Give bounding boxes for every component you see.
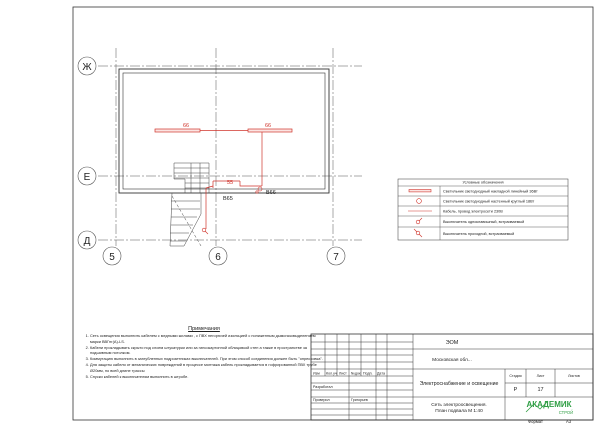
logo-sub-text: СТРОЙ [558, 410, 574, 415]
staircase [170, 163, 209, 246]
axis-label-zh: Ж [82, 62, 92, 73]
company-logo [526, 400, 573, 415]
cable-label: 55 [226, 180, 234, 186]
point-labels [223, 190, 276, 202]
note-item: 5. Спуски кабелей к выключателям выполнить в штробе. [90, 374, 324, 379]
project-code: ЭОМ [445, 340, 459, 346]
checker-name: Григорьев [351, 398, 368, 402]
project-address: Московская обл... [432, 358, 472, 363]
legend-title: Условные обозначения [462, 180, 504, 185]
stage-label: Стадия [509, 374, 522, 378]
linear-light-icon [409, 190, 431, 192]
logo-main-text: АКАДЕМИК [526, 400, 572, 409]
legend-item: Выключатель одноклавишный, встраиваемый [443, 220, 525, 224]
checked-label: Проверил [313, 398, 330, 402]
axis-label-d: Д [83, 236, 91, 247]
cable-label: 66 [182, 123, 190, 129]
sheet-value: 17 [537, 387, 544, 393]
drawing-title [431, 402, 487, 414]
legend-item: Светильник светодиодный настенный круглый 18Вт [443, 199, 535, 204]
switch-symbols [202, 187, 262, 234]
axis-label-7: 7 [333, 252, 339, 263]
drawing-title-line: План подвала М 1:40 [435, 409, 483, 414]
linear-light-fixture [248, 129, 292, 132]
stage-value: Р [513, 387, 518, 393]
legend-item: Светильник светодиодный накладной линейный 36Вт [443, 189, 538, 194]
notes-list [84, 333, 324, 379]
note-item: 4. Для защиты кабеля от механических повреждений в процессе монтажа кабель прокладывается в гофрированной ПВХ трубе Ø20мм, по всей длине трассы [90, 362, 324, 373]
point-label-v66: В66 [266, 190, 276, 196]
axis-grid [98, 48, 362, 246]
cable-labels [183, 123, 271, 186]
col-ndok: №док [351, 371, 361, 376]
axis-label-6: 6 [215, 252, 221, 263]
point-label-v65: В65 [223, 196, 233, 202]
title-block [311, 334, 593, 420]
notes-title: Примечания [188, 326, 220, 332]
notes-block [84, 327, 324, 380]
legend-item: Кабель, провод электросети 230В [443, 209, 503, 214]
drawing-title-line: Сеть электроосвещения. [431, 403, 487, 408]
axis-label-5: 5 [109, 252, 115, 263]
sheets-label: Листов [568, 374, 580, 378]
linear-light-fixture [155, 129, 200, 132]
format-label: Формат [528, 419, 543, 424]
developed-label: Разработал [313, 385, 333, 389]
legend-table [398, 179, 568, 240]
axis-label-e: Е [83, 172, 91, 183]
col-data: Дата [377, 371, 385, 376]
format-value: А3 [566, 419, 572, 424]
section-title: Электроснабжение и освещение [419, 381, 499, 387]
note-item: 3. Коммутацию выполнить в заглубленных подрозетниках выключателей. При этом способ соединения должен быть "опрессовка". [90, 356, 324, 361]
col-list: Лист [339, 371, 347, 376]
col-izm: Изм [313, 371, 320, 376]
cable-label: 66 [264, 123, 272, 129]
building-walls [119, 69, 329, 193]
axis-labels [82, 62, 339, 263]
note-item: 2. Кабели прокладывать скрыто под слоем штукатурки или за гипсокартонной облицовкой стен а также в пространстве за подшивным потолком. [90, 345, 324, 356]
legend-item: Выключатель проходной, встраиваемый [443, 232, 515, 236]
sheet-label: Лист [536, 374, 545, 378]
col-kol: Кол.уч [326, 371, 337, 376]
col-podp: Подп. [363, 371, 373, 376]
axis-bubbles [78, 57, 345, 265]
note-item: 1. Сеть освещения выполнить кабелем с медными жилами , с ПВХ негорючей изоляцией с пониженным дымогазовыделением марки ВВГнг(А)-LS. [90, 333, 324, 344]
